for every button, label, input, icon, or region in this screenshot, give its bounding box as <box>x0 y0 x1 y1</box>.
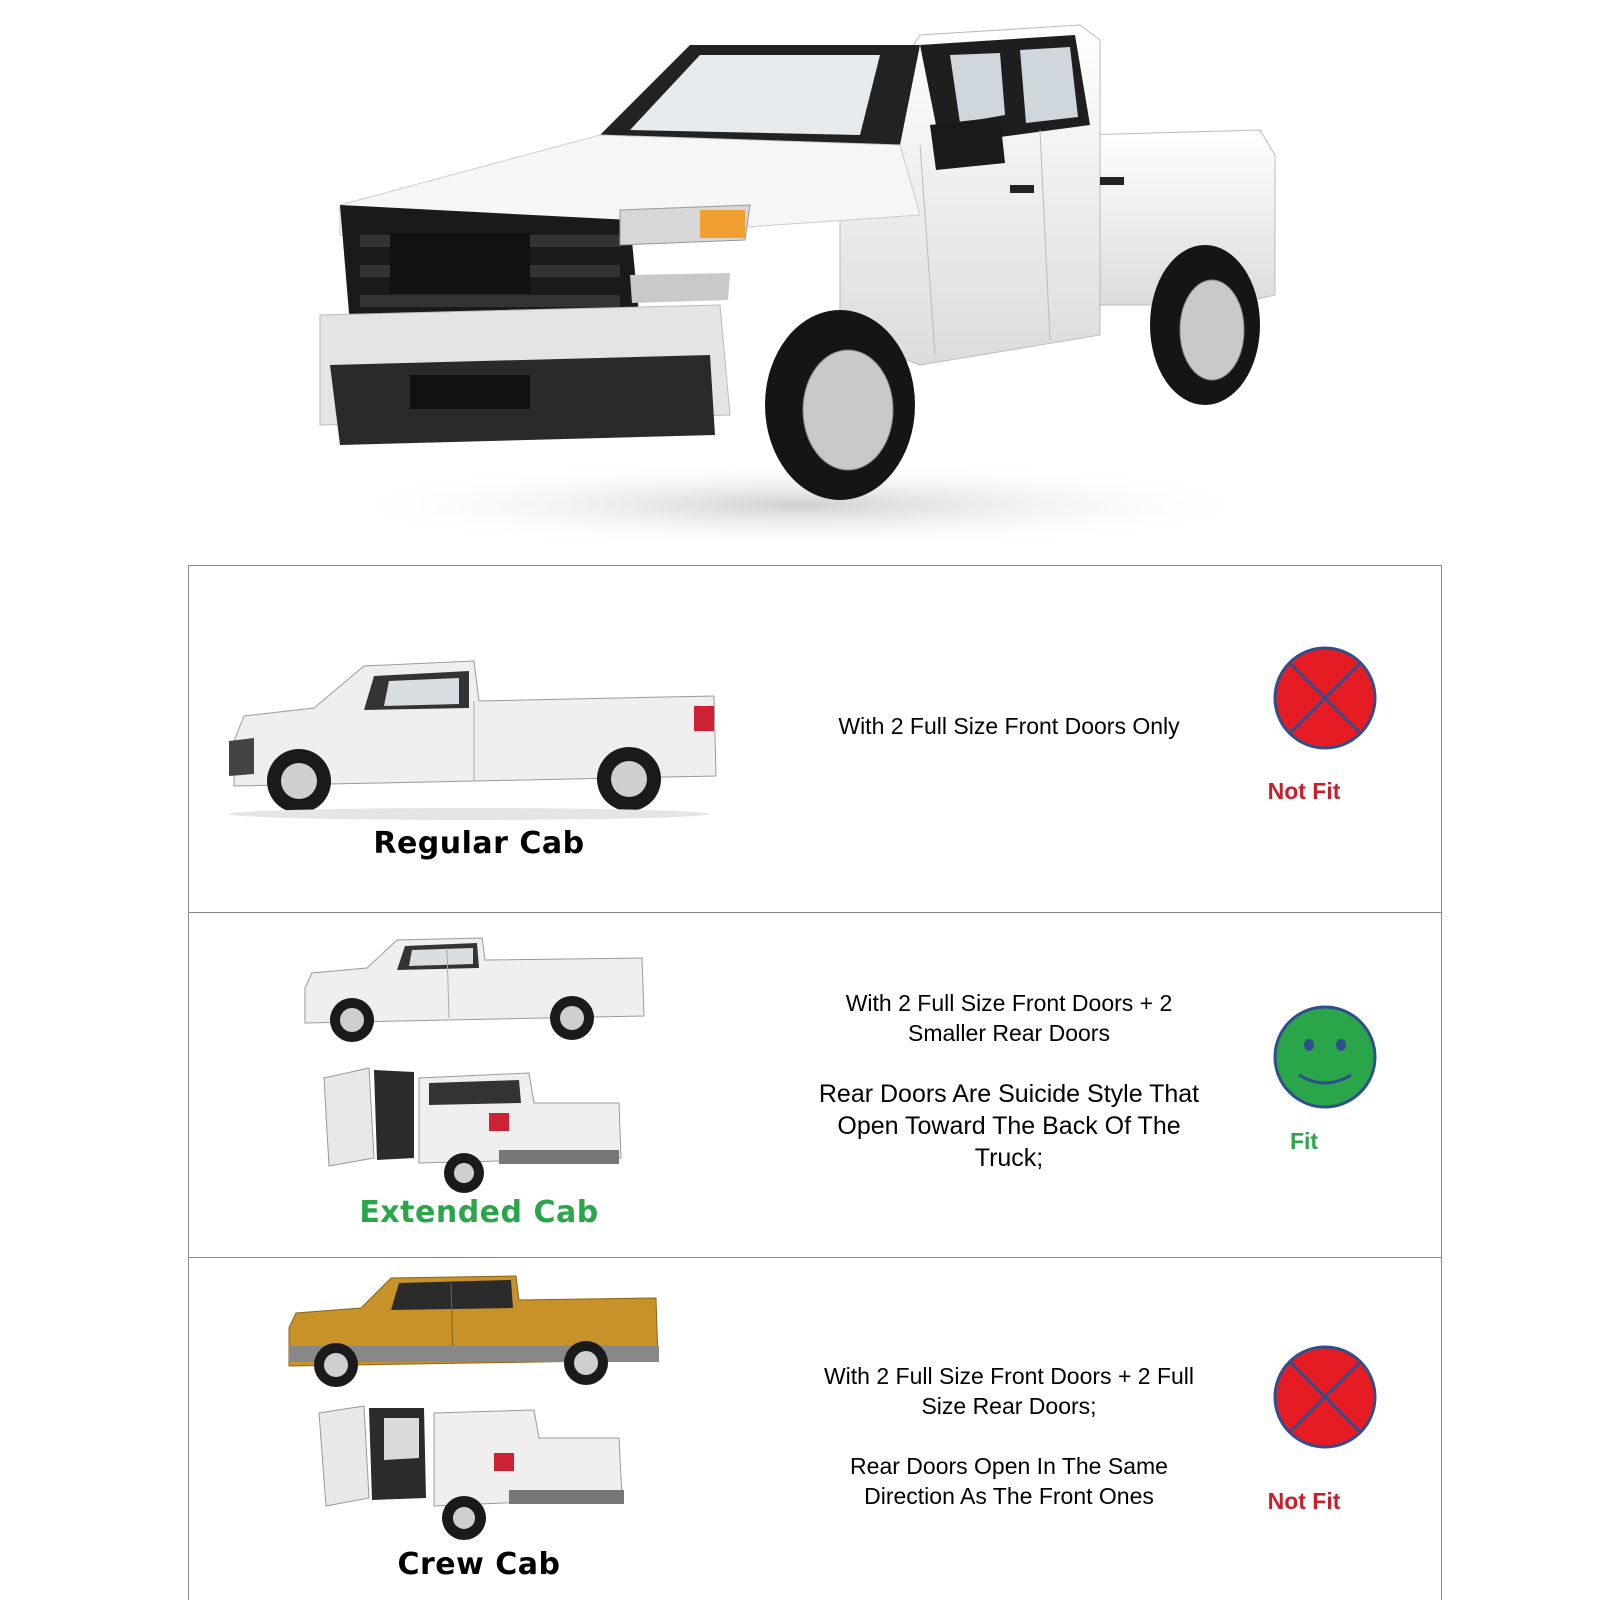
red-cross-circle-icon <box>1271 644 1379 752</box>
description-line: With 2 Full Size Front Doors + 2 Smaller Rear Doors <box>845 990 1173 1046</box>
extended-cab-truck-side-image <box>297 928 647 1048</box>
description-line: Rear Doors Open In The Same Direction As The Front Ones <box>850 1453 1168 1509</box>
table-row-regular-cab <box>189 566 1441 913</box>
crew-cab-gold-truck-image <box>281 1268 661 1393</box>
crew-cab-truck-doors-open-image <box>314 1398 634 1543</box>
description-line: Rear Doors Are Suicide Style That Open Toward The Back Of The Truck; <box>818 1080 1200 1172</box>
description-line: With 2 Full Size Front Doors Only <box>838 713 1180 739</box>
cab-label-crew: Crew Cab <box>397 1547 561 1582</box>
table-row-crew-cab <box>189 1258 1441 1603</box>
red-cross-circle-icon <box>1271 1343 1379 1451</box>
status-not-fit: Not Fit <box>1267 778 1341 804</box>
hero-truck-image <box>300 5 1300 550</box>
description-crew <box>809 1361 1209 1511</box>
extended-cab-truck-doors-open-image <box>319 1058 629 1193</box>
fitment-table <box>188 565 1442 1600</box>
green-smiley-icon <box>1271 1003 1379 1111</box>
cab-label-regular: Regular Cab <box>373 826 585 861</box>
status-fit: Fit <box>1289 1128 1319 1154</box>
status-not-fit: Not Fit <box>1267 1488 1341 1514</box>
cab-label-extended: Extended Cab <box>359 1195 599 1230</box>
description-line: With 2 Full Size Front Doors + 2 Full Size Rear Doors; <box>823 1363 1195 1419</box>
description-regular <box>809 711 1209 741</box>
table-row-extended-cab <box>189 913 1441 1258</box>
regular-cab-truck-image <box>224 646 724 821</box>
description-extended <box>809 988 1209 1174</box>
